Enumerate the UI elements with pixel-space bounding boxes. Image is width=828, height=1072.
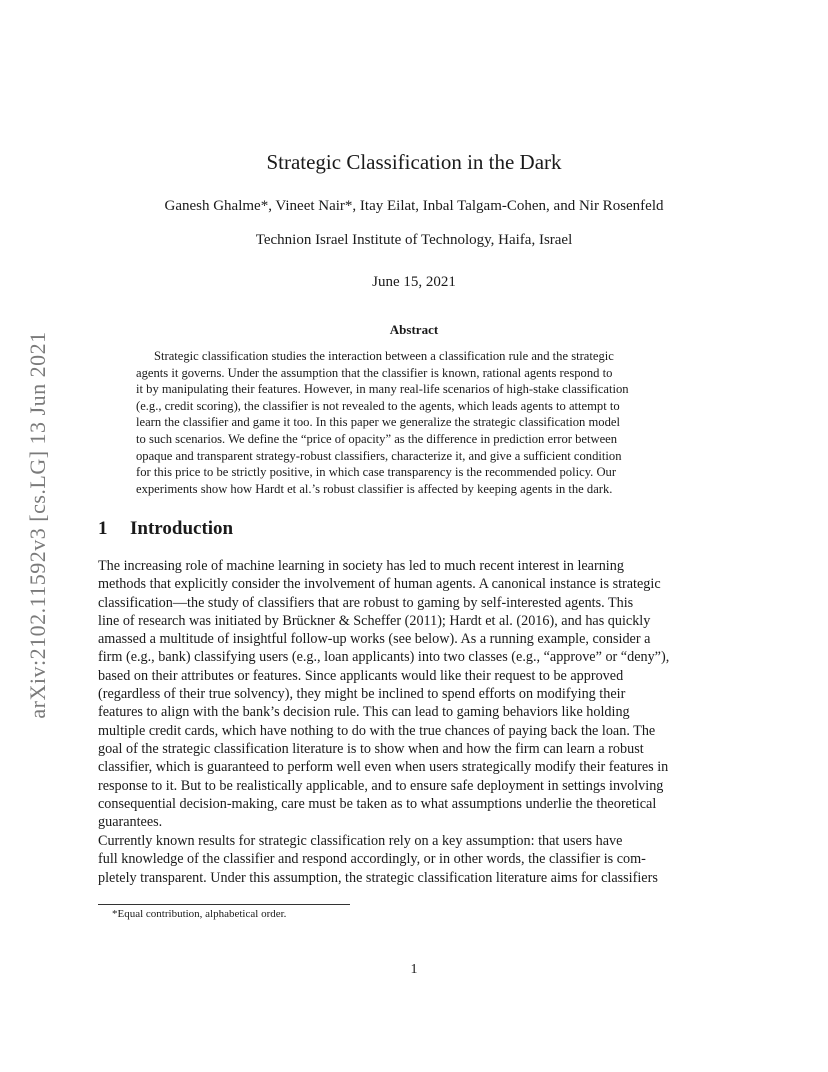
abstract-line: for this price to be strictly positive, in which case transparency is the recommended policy. Our [136,465,617,480]
abstract-line: it by manipulating their features. However, in many real-life scenarios of high-stake classification [136,382,629,397]
abstract-line: Strategic classification studies the interaction between a classification rule and the strategic [154,349,614,363]
arxiv-id-text: arXiv:2102.11592v3 [cs.LG] 13 Jun 2021 [25,331,50,719]
abstract-line: to such scenarios. We define the “price of opacity” as the difference in prediction error between [136,431,618,446]
paper-authors: Ganesh Ghalme*, Vineet Nair*, Itay Eilat, Inbal Talgam-Cohen, and Nir Rosenfeld [164,198,664,214]
body-line: firm (e.g., bank) classifying users (e.g., loan applicants) into two classes (e.g., “approve” or “deny”), [98,649,670,666]
body-line: guarantees. [98,814,163,831]
body-line: methods that explicitly consider the involvement of human agents. A canonical instance is strategic [98,576,661,593]
body-line: features to align with the bank’s decision rule. This can lead to gaming behaviors like holding [98,704,630,721]
footnote-rule [98,904,350,905]
body-line: classification—the study of classifiers that are robust to gaming by self-interested agents. This [98,594,634,611]
paper-date: June 15, 2021 [372,274,456,290]
body-line: pletely transparent. Under this assumption, the strategic classification literature aims for classifiers [98,869,658,886]
intro-paragraph-1 [98,557,732,831]
body-line: (regardless of their true solvency), they might be inclined to spend efforts on modifying their [98,686,626,703]
abstract-heading: Abstract [389,322,439,337]
section-number: 1 [98,518,108,539]
body-line: goal of the strategic classification literature is to show when and how the firm can learn a robust [98,740,644,757]
arxiv-identifier [14,290,62,760]
abstract-body [136,348,696,497]
abstract-line: agents it governs. Under the assumption that the classifier is known, rational agents respond to [136,365,613,380]
body-line: Currently known results for strategic classification rely on a key assumption: that users have [98,833,623,849]
abstract-line: opaque and transparent strategy-robust classifiers, characterize it, and give a sufficient condition [136,448,622,463]
body-line: The increasing role of machine learning in society has led to much recent interest in learning [98,558,624,574]
paper-affiliation: Technion Israel Institute of Technology, Haifa, Israel [255,232,573,248]
body-line: amassed a multitude of insightful follow-up works (see below). As a running example, consider a [98,631,651,648]
abstract-line: learn the classifier and game it too. In this paper we generalize the strategic classification model [136,415,620,430]
abstract-line: (e.g., credit scoring), the classifier is not revealed to the agents, which leads agents to attempt to [136,398,620,413]
body-line: consequential decision-making, care must be taken as to what assumptions underlie the theoretical [98,795,657,812]
footnote: *Equal contribution, alphabetical order. [112,908,287,920]
body-line: full knowledge of the classifier and respond accordingly, or in other words, the classifier is com- [98,851,646,868]
body-line: based on their attributes or features. Since applicants would like their request to be approved [98,667,624,684]
body-line: classifier, which is guaranteed to perform well even when users strategically modify their features in [98,759,669,776]
abstract-line: experiments show how Hardt et al.’s robust classifier is affected by keeping agents in the dark. [136,481,613,496]
intro-paragraph-2 [98,832,732,887]
body-line: multiple credit cards, which have nothing to do with the true chances of paying back the loan. The [98,722,656,739]
section-title: Introduction [130,518,234,539]
page-number: 1 [410,962,418,977]
paper-title: Strategic Classification in the Dark [266,150,562,174]
section-heading [98,518,233,540]
body-line: response to it. But to be realistically applicable, and to ensure safe deployment in settings involving [98,777,664,794]
body-line: line of research was initiated by Brückner & Scheffer (2011); Hardt et al. (2016), and has quickly [98,612,651,629]
